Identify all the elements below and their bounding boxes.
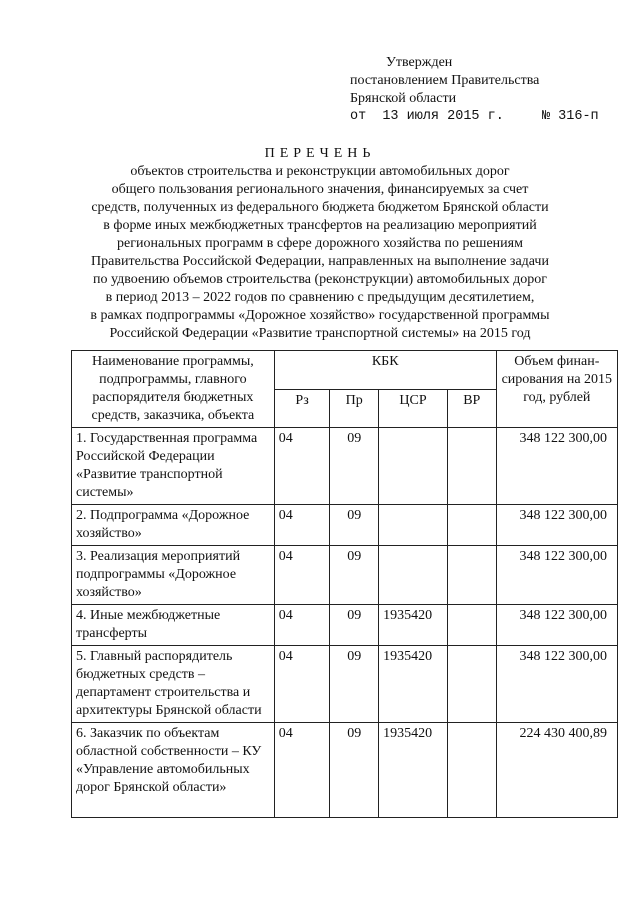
header-vr: ВР	[447, 389, 496, 428]
table-row	[72, 546, 618, 605]
subtitle-line: Российской Федерации «Развитие транспортной системы» на 2015 год	[109, 326, 531, 341]
row-amount: 348 122 300,00	[496, 546, 617, 605]
subtitle-line: в форме иных межбюджетных трансфертов на реализацию мероприятий	[103, 218, 537, 233]
row-rz: 04	[274, 646, 330, 723]
date-prefix: от	[350, 109, 367, 124]
row-pr: 09	[330, 605, 379, 646]
row-pr: 09	[330, 646, 379, 723]
table-row	[72, 505, 618, 546]
row-vr	[447, 546, 496, 605]
row-amount: 224 430 400,89	[496, 723, 617, 818]
row-vr	[447, 723, 496, 818]
approval-line-3: Брянской области	[350, 91, 457, 106]
table-row	[72, 646, 618, 723]
row-amount: 348 122 300,00	[496, 428, 617, 505]
row-name: 1. Государственная программа Российской Федерации «Развитие транспортной системы»	[72, 428, 275, 505]
row-pr: 09	[330, 546, 379, 605]
row-amount: 348 122 300,00	[496, 646, 617, 723]
table-row	[72, 605, 618, 646]
row-amount: 348 122 300,00	[496, 505, 617, 546]
row-rz: 04	[274, 723, 330, 818]
row-rz: 04	[274, 546, 330, 605]
document-subtitle	[90, 163, 550, 343]
row-vr	[447, 646, 496, 723]
header-name: Наименование программы, подпрограммы, главного распорядителя бюджетных средств, заказчика, объекта	[72, 351, 275, 428]
row-vr	[447, 605, 496, 646]
document-title: ПЕРЕЧЕНЬ	[264, 146, 376, 161]
row-name: 2. Подпрограмма «Дорожное хозяйство»	[72, 505, 275, 546]
approval-number: № 316-п	[541, 109, 599, 124]
subtitle-line: в рамках подпрограммы «Дорожное хозяйство» государственной программы	[90, 308, 550, 323]
subtitle-line: общего пользования регионального значения, финансируемых за счет	[111, 182, 529, 197]
row-rz: 04	[274, 605, 330, 646]
approval-line-2: постановлением Правительства	[350, 73, 540, 88]
table-row	[72, 428, 618, 505]
row-rz: 04	[274, 505, 330, 546]
row-vr	[447, 428, 496, 505]
row-vr	[447, 505, 496, 546]
header-pr: Пр	[330, 389, 379, 428]
approval-date-row	[350, 108, 599, 126]
header-amount: Объем финан-сирования на 2015 год, рублей	[496, 351, 617, 428]
header-kbk: КБК	[274, 351, 496, 390]
row-csr	[379, 428, 448, 505]
approval-stamp	[350, 54, 599, 126]
row-amount: 348 122 300,00	[496, 605, 617, 646]
row-pr: 09	[330, 428, 379, 505]
funding-table	[71, 350, 618, 818]
subtitle-line: по удвоению объемов строительства (реконструкции) автомобильных дорог	[93, 272, 547, 287]
row-csr: 1935420	[379, 646, 448, 723]
row-name: 6. Заказчик по объектам областной собственности – КУ «Управление автомобильных дорог Брянской области»	[72, 723, 275, 818]
row-csr: 1935420	[379, 723, 448, 818]
row-csr	[379, 546, 448, 605]
subtitle-line: объектов строительства и реконструкции автомобильных дорог	[130, 164, 510, 179]
subtitle-line: региональных программ в сфере дорожного хозяйства по решениям	[117, 236, 523, 251]
table-row	[72, 723, 618, 818]
table-header-row	[72, 351, 618, 390]
row-pr: 09	[330, 505, 379, 546]
subtitle-line: в период 2013 – 2022 годов по сравнению с предыдущим десятилетием,	[105, 290, 535, 305]
row-pr: 09	[330, 723, 379, 818]
approval-date: 13 июля 2015 г.	[382, 109, 504, 124]
header-rz: Рз	[274, 389, 330, 428]
row-rz: 04	[274, 428, 330, 505]
row-name: 3. Реализация мероприятий подпрограммы «Дорожное хозяйство»	[72, 546, 275, 605]
header-csr: ЦСР	[379, 389, 448, 428]
row-name: 4. Иные межбюджетные трансферты	[72, 605, 275, 646]
subtitle-line: Правительства Российской Федерации, направленных на выполнение задачи	[91, 254, 549, 269]
subtitle-line: средств, полученных из федерального бюджета бюджетом Брянской области	[91, 200, 549, 215]
row-csr: 1935420	[379, 605, 448, 646]
approval-line-1: Утвержден	[386, 55, 453, 70]
row-name: 5. Главный распорядитель бюджетных средств – департамент строительства и архитектуры Брянской области	[72, 646, 275, 723]
row-csr	[379, 505, 448, 546]
